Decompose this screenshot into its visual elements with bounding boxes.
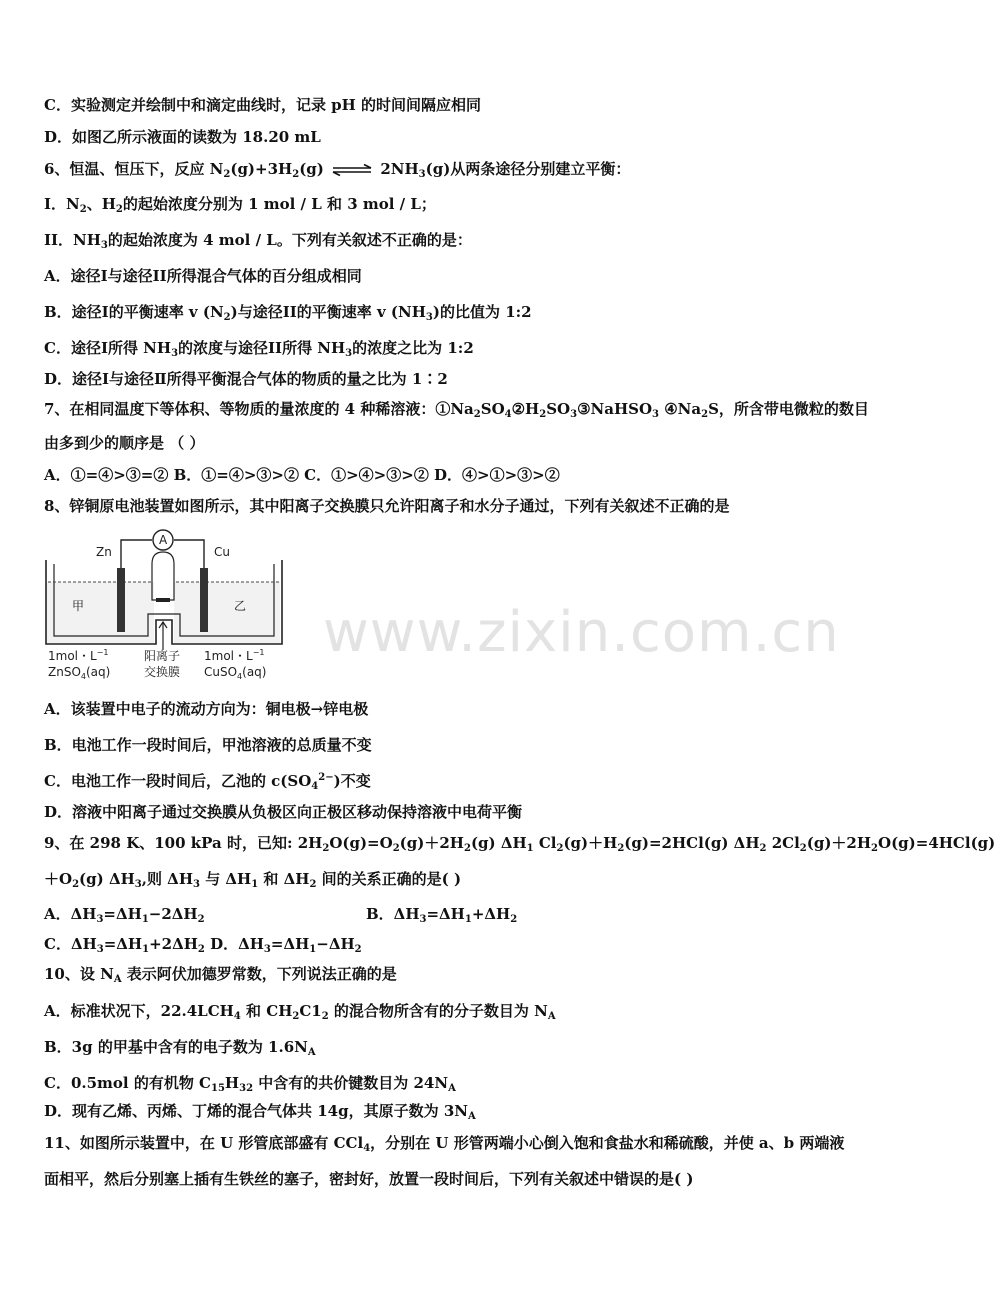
ammeter-label: A xyxy=(159,533,168,547)
zinc-electrode xyxy=(117,568,125,632)
q10-stem: 10、设 $N_A$ 表示阿伏加德罗常数，下列说法正确的是 xyxy=(44,965,397,985)
right-cell-label: 乙 xyxy=(234,599,247,613)
right-concentration: 1mol・$L^{-1}$ xyxy=(204,648,265,663)
q8-stem: 8、锌铜原电池装置如图所示，其中阳离子交换膜只允许阳离子和水分子通过，下列有关叙述不正确的是 xyxy=(44,497,730,515)
q8-option-b: B．电池工作一段时间后，甲池溶液的总质量不变 xyxy=(44,736,372,754)
q9-options-cd: C．$\Delta H_3=\Delta H_1+2\Delta H_2$ D．$\Delta H_3=\Delta H_1-\Delta H_2$ xyxy=(44,935,362,955)
q8-option-d: D．溶液中阳离子通过交换膜从负极区向正极区移动保持溶液中电荷平衡 xyxy=(44,803,523,821)
membrane-label-2: 交换膜 xyxy=(144,665,181,679)
galvanic-cell-figure xyxy=(44,530,294,685)
q7-stem: 7、在相同温度下等体积、等物质的量浓度的 4 种稀溶液：$①Na_2SO_4②H_2SO_3③NaHSO_3$ $④Na_2S$，所含带电微粒的数目 xyxy=(44,400,869,420)
q7-stem-cont: 由多到少的顺序是 （ ） xyxy=(44,434,205,452)
q10-option-b: B．3g 的甲基中含有的电子数为 $1.6N_A$ xyxy=(44,1038,316,1058)
membrane xyxy=(156,598,170,602)
q10-option-a: A．标准状况下，$22.4LCH_4$ 和 $CH_2C1_2$ 的混合物所含有的分子数目为 $N_A$ xyxy=(44,1002,556,1022)
left-concentration: 1mol・$L^{-1}$ xyxy=(48,648,109,663)
q11-stem-cont: 面相平，然后分别塞上插有生铁丝的塞子，密封好，放置一段时间后，下列有关叙述中错误的是( ) xyxy=(44,1170,694,1188)
q6-path-2: II．$NH_3$的起始浓度为 4 mol / L。下列有关叙述不正确的是： xyxy=(44,231,472,251)
right-solution: CuSO$_4$(aq) xyxy=(204,665,267,681)
q8-option-a: A．该装置中电子的流动方向为：铜电极→锌电极 xyxy=(44,700,369,718)
q10-option-d: D．现有乙烯、丙烯、丁烯的混合气体共 14g，其原子数为 $3N_A$ xyxy=(44,1102,476,1122)
q5-option-c: C．实验测定并绘制中和滴定曲线时，记录 pH 的时间间隔应相同 xyxy=(44,96,482,114)
watermark: www.zixin.com.cn xyxy=(323,600,840,665)
q6-option-c: C．途径I所得 $NH_3$的浓度与途径II所得 $NH_3$的浓度之比为 1:2 xyxy=(44,339,474,359)
zn-label: Zn xyxy=(96,545,112,559)
copper-electrode xyxy=(200,568,208,632)
q8-option-c: C．电池工作一段时间后，乙池的 $c(SO_4^{2-})$不变 xyxy=(44,772,371,792)
q7-options: A．①=④>③=② B．①=④>③>② C．①>④>③>② D．④>①>③>② xyxy=(44,466,560,484)
cu-label: Cu xyxy=(214,545,230,559)
q9-stem-cont: $+O_2(g)$ $\Delta H_3$,则 $\Delta H_3$ 与 $\Delta H_1$ 和 $\Delta H_2$ 间的关系正确的是( ) xyxy=(44,870,462,890)
q6-option-b: B．途径I的平衡速率 v $(N_2)$与途径II的平衡速率 v $(NH_3)$的比值为 1:2 xyxy=(44,303,532,323)
q10-option-c: C．0.5mol 的有机物 $C_{15}H_{32}$ 中含有的共价键数目为 $24N_A$ xyxy=(44,1074,456,1094)
q9-stem: 9、在 298 K、100 kPa 时，已知: $2H_2O(g)=O_2(g)+2H_2(g)$ $\Delta H_1$ $Cl_2(g)+H_2(g)=2HCl(g)$ $\Delta H_2$ $2Cl_2(g)+2H_2O(g)=4HCl(g)$ xyxy=(44,834,995,854)
equilibrium-arrow-icon xyxy=(331,164,373,176)
left-solution: ZnSO$_4$(aq) xyxy=(48,665,111,681)
membrane-label-1: 阳离子 xyxy=(144,649,181,663)
left-cell-label: 甲 xyxy=(72,599,85,613)
q6-stem: 6、恒温、恒压下，反应 $N_2(g)+3H_2(g)$ $2NH_3(g)$从两条途径分别建立平衡： xyxy=(44,160,631,180)
q11-stem: 11、如图所示装置中，在 U 形管底部盛有 CCl$_4$，分别在 U 形管两端小心倒入饱和食盐水和稀硫酸，并使 a、b 两端液 xyxy=(44,1134,845,1154)
q6-option-a: A．途径I与途径II所得混合气体的百分组成相同 xyxy=(44,267,362,285)
q9-option-a: A．$\Delta H_3=\Delta H_1-2\Delta H_2$ xyxy=(44,905,205,925)
q9-options-ab xyxy=(44,904,518,925)
q6-option-d: D．途径Ⅰ与途径Ⅱ所得平衡混合气体的物质的量之比为 1∶2 xyxy=(44,370,448,388)
q9-option-b: B．$\Delta H_3=\Delta H_1+\Delta H_2$ xyxy=(366,905,518,925)
q5-option-d: D．如图乙所示液面的读数为 18.20 mL xyxy=(44,128,321,146)
q6-path-1: I．$N_2$、$H_2$的起始浓度分别为 1 mol / L 和 3 mol / L； xyxy=(44,195,436,215)
